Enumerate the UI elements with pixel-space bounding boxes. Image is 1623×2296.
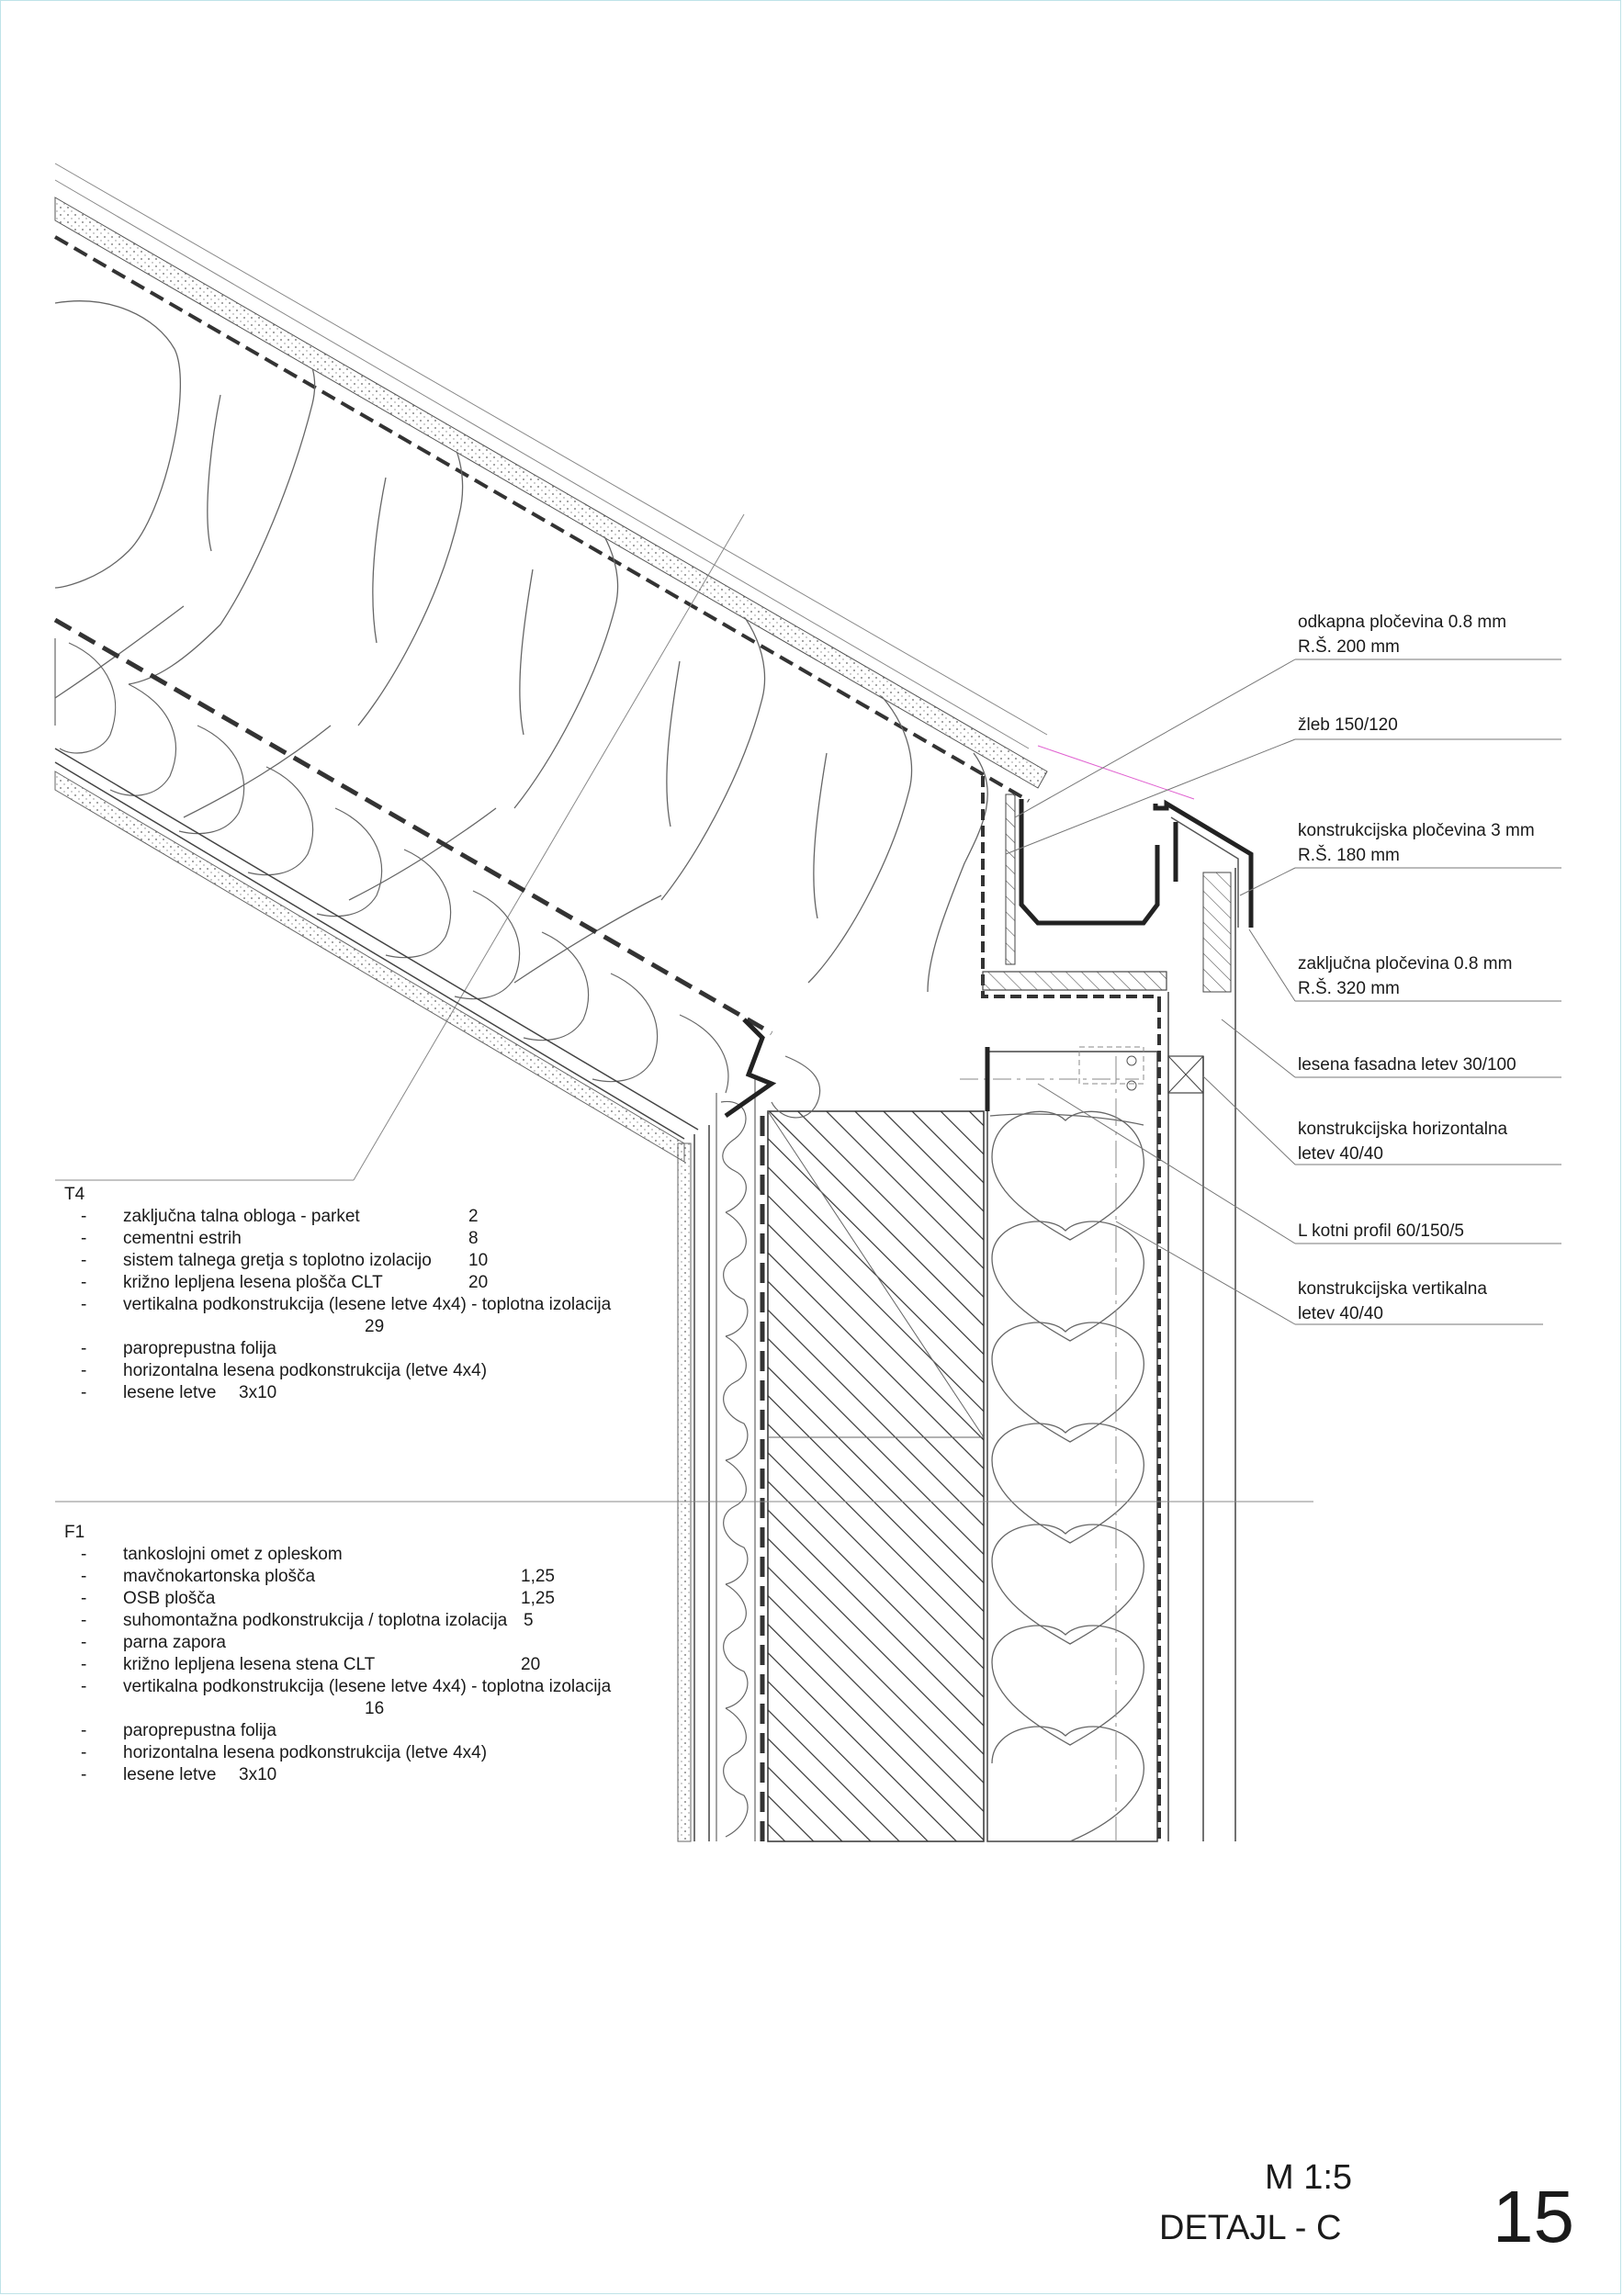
label-zleb xyxy=(1298,713,1398,737)
annotation-line: R.Š. 180 mm xyxy=(1298,846,1400,865)
spec-row xyxy=(64,1206,661,1228)
spec-layer: lesene letve xyxy=(123,1383,217,1402)
spec-layer: cementni estrih xyxy=(123,1229,242,1248)
spec-dash: - xyxy=(81,1567,87,1586)
spec-value: 2 xyxy=(468,1207,479,1226)
spec-row xyxy=(64,1632,661,1654)
label-fasadna-letev xyxy=(1298,1052,1516,1077)
spec-layer: suhomontažna podkonstrukcija / toplotna izolacija xyxy=(123,1611,508,1630)
spec-layer: zaključna talna obloga - parket xyxy=(123,1207,360,1226)
spec-dash: - xyxy=(81,1743,87,1762)
spec-row xyxy=(64,1360,661,1382)
spec-dash: - xyxy=(81,1545,87,1564)
annotation-line: konstrukcijska vertikalna xyxy=(1298,1279,1487,1299)
spec-dash: - xyxy=(81,1765,87,1784)
spec-dash: - xyxy=(81,1207,87,1226)
gutter-assembly xyxy=(726,746,1251,1118)
spec-dash: - xyxy=(81,1383,87,1402)
spec-value: 29 xyxy=(365,1317,385,1336)
spec-code: F1 xyxy=(64,1523,85,1542)
spec-dash: - xyxy=(81,1611,87,1630)
spec-row xyxy=(64,1272,661,1294)
annotation-line: letev 40/40 xyxy=(1298,1144,1383,1164)
wall-inner-insulation xyxy=(716,1079,755,1841)
annotation-line: R.Š. 320 mm xyxy=(1298,979,1400,998)
spec-layer: lesene letve xyxy=(123,1765,217,1784)
spec-value: 5 xyxy=(524,1611,534,1630)
roof-lower-insulation xyxy=(55,638,728,1093)
spec-dash: - xyxy=(81,1229,87,1248)
annotation-line: žleb 150/120 xyxy=(1298,715,1398,735)
spec-value: 20 xyxy=(521,1655,541,1674)
spec-row xyxy=(64,1764,661,1786)
spec-row xyxy=(64,1676,661,1720)
annotation-line: konstrukcijska pločevina 3 mm xyxy=(1298,821,1535,840)
spec-layer: paroprepustna folija xyxy=(123,1721,276,1740)
spec-layer: mavčnokartonska plošča xyxy=(123,1567,316,1586)
spec-row xyxy=(64,1544,661,1566)
spec-dash: - xyxy=(81,1273,87,1292)
spec-row xyxy=(64,1294,661,1338)
spec-row xyxy=(64,1382,661,1404)
spec-value: 20 xyxy=(468,1273,489,1292)
spec-row xyxy=(64,1250,661,1272)
spec-layer: vertikalna podkonstrukcija (lesene letve 4x4) - toplotna izolacija xyxy=(123,1677,612,1696)
spec-layer: horizontalna lesena podkonstrukcija (letve 4x4) xyxy=(123,1743,488,1762)
spec-dash: - xyxy=(81,1633,87,1652)
spec-layer: paroprepustna folija xyxy=(123,1339,276,1358)
spec-layer: OSB plošča xyxy=(123,1589,216,1608)
spec-dash: - xyxy=(81,1339,87,1358)
spec-dash: - xyxy=(81,1677,87,1696)
roof-section xyxy=(55,163,1047,1180)
scale-label: M 1:5 xyxy=(1265,2158,1353,2197)
spec-value: 10 xyxy=(468,1251,489,1270)
spec-row xyxy=(64,1566,661,1588)
label-odkapna-plocevina xyxy=(1298,610,1506,659)
wall-outer-insulation xyxy=(990,1111,1144,1841)
spec-code: T4 xyxy=(64,1185,85,1204)
annotation-line: letev 40/40 xyxy=(1298,1304,1383,1323)
annotation-line: konstrukcijska horizontalna xyxy=(1298,1120,1508,1139)
spec-dash: - xyxy=(81,1589,87,1608)
spec-layer: sistem talnega gretja s toplotno izolacijo xyxy=(123,1251,432,1270)
spec-value: 8 xyxy=(468,1229,479,1248)
spec-value: 3x10 xyxy=(239,1765,277,1784)
spec-row xyxy=(64,1610,661,1632)
spec-layer: parna zapora xyxy=(123,1633,226,1652)
spec-row xyxy=(64,1338,661,1360)
spec-row xyxy=(64,1588,661,1610)
spec-dash: - xyxy=(81,1361,87,1380)
annotation-line: L kotni profil 60/150/5 xyxy=(1298,1221,1464,1241)
spec-row xyxy=(64,1720,661,1742)
annotation-line: lesena fasadna letev 30/100 xyxy=(1298,1055,1516,1075)
sheet-number: 15 xyxy=(1493,2176,1574,2257)
spec-layer: križno lepljena lesena stena CLT xyxy=(123,1655,376,1674)
spec-value: 1,25 xyxy=(521,1589,555,1608)
spec-layer: tankoslojni omet z opleskom xyxy=(123,1545,343,1564)
annotation-line: odkapna pločevina 0.8 mm xyxy=(1298,613,1507,632)
spec-layer: horizontalna lesena podkonstrukcija (letve 4x4) xyxy=(123,1361,488,1380)
spec-dash: - xyxy=(81,1251,87,1270)
label-zakljucna-plocevina xyxy=(1298,951,1512,1001)
spec-dash: - xyxy=(81,1295,87,1314)
spec-row xyxy=(64,1228,661,1250)
label-kotni-profil xyxy=(1298,1219,1464,1244)
annotation-line: R.Š. 200 mm xyxy=(1298,637,1400,657)
spec-row xyxy=(64,1654,661,1676)
spec-dash: - xyxy=(81,1655,87,1674)
wall-section xyxy=(678,868,1235,1841)
annotation-line: zaključna pločevina 0.8 mm xyxy=(1298,954,1513,974)
spec-value: 1,25 xyxy=(521,1567,555,1586)
spec-value: 3x10 xyxy=(239,1383,277,1402)
spec-layer: vertikalna podkonstrukcija (lesene letve 4x4) - toplotna izolacija xyxy=(123,1295,612,1314)
spec-dash: - xyxy=(81,1721,87,1740)
drawing-title: DETAJL - C xyxy=(1159,2209,1342,2247)
spec-t4 xyxy=(64,1184,661,1404)
spec-layer: križno lepljena lesena plošča CLT xyxy=(123,1273,383,1292)
label-horizontalna-letev xyxy=(1298,1117,1507,1166)
spec-row xyxy=(64,1742,661,1764)
spec-value: 16 xyxy=(365,1699,385,1718)
label-vertikalna-letev xyxy=(1298,1277,1487,1326)
label-konstrukcijska-plocevina xyxy=(1298,818,1535,868)
spec-f1 xyxy=(64,1522,661,1786)
